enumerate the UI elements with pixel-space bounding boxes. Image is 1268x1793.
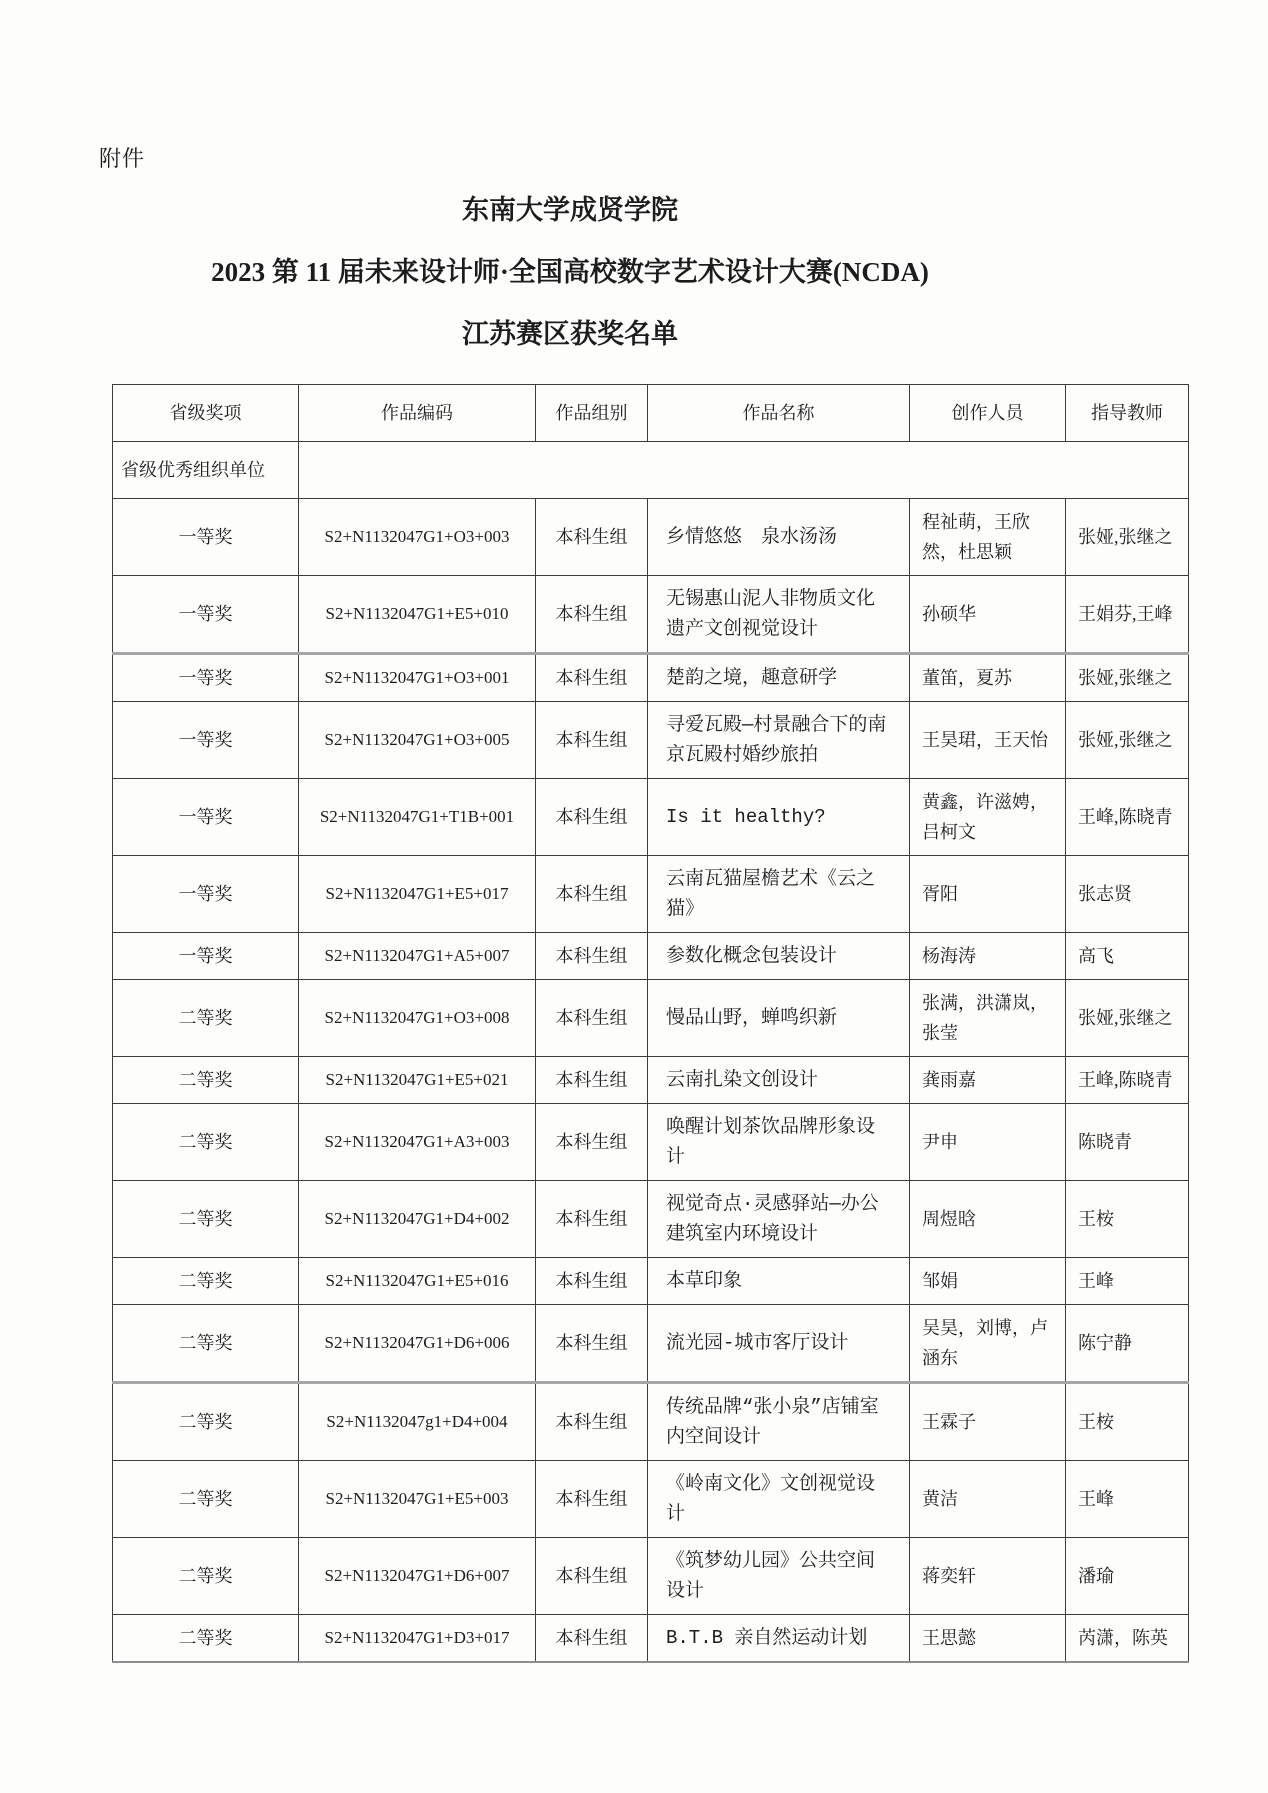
title-cell: B.T.B 亲自然运动计划 [648,1615,910,1663]
table-row [113,654,1189,702]
creators-cell: 孙硕华 [910,576,1066,654]
table-body [113,442,1189,1663]
column-header: 作品编码 [299,385,536,442]
award-cell: 一等奖 [113,702,299,779]
creators-cell: 王昊珺，王天怡 [910,702,1066,779]
title-cell: 流光园-城市客厅设计 [648,1305,910,1383]
award-cell: 二等奖 [113,1305,299,1383]
advisors-cell: 王峰 [1066,1258,1189,1305]
code-cell: S2+N1132047G1+E5+017 [299,856,536,933]
table-row [113,856,1189,933]
group-cell: 本科生组 [536,933,648,980]
group-cell: 本科生组 [536,1461,648,1538]
table-row [113,779,1189,856]
group-cell: 本科生组 [536,856,648,933]
advisors-cell: 高飞 [1066,933,1189,980]
group-cell: 本科生组 [536,1383,648,1461]
award-cell: 一等奖 [113,576,299,654]
award-cell: 二等奖 [113,980,299,1057]
award-cell: 二等奖 [113,1258,299,1305]
advisors-cell: 王桉 [1066,1383,1189,1461]
code-cell: S2+N1132047G1+E5+021 [299,1057,536,1104]
group-cell: 本科生组 [536,654,648,702]
advisors-cell: 王峰,陈晓青 [1066,779,1189,856]
group-cell: 本科生组 [536,702,648,779]
column-header: 创作人员 [910,385,1066,442]
title-cell: 本草印象 [648,1258,910,1305]
advisors-cell: 王峰,陈晓青 [1066,1057,1189,1104]
table-row [113,499,1189,576]
table-row [113,1258,1189,1305]
group-cell: 本科生组 [536,779,648,856]
group-cell: 本科生组 [536,1615,648,1663]
table-row [113,576,1189,654]
title-cell: 传统品牌“张小泉”店铺室内空间设计 [648,1383,910,1461]
group-cell: 本科生组 [536,1305,648,1383]
creators-cell: 黄鑫，许滋娉，吕柯文 [910,779,1066,856]
code-cell: S2+N1132047G1+D6+006 [299,1305,536,1383]
table-row [113,1615,1189,1663]
award-cell: 二等奖 [113,1461,299,1538]
group-cell: 本科生组 [536,1104,648,1181]
group-cell: 本科生组 [536,1057,648,1104]
title-cell: 参数化概念包装设计 [648,933,910,980]
advisors-cell: 王娟芬,王峰 [1066,576,1189,654]
code-cell: S2+N1132047G1+E5+016 [299,1258,536,1305]
title-block [0,188,1140,374]
group-cell: 本科生组 [536,576,648,654]
advisors-cell: 王峰 [1066,1461,1189,1538]
table-row [113,1305,1189,1383]
title-cell: 云南扎染文创设计 [648,1057,910,1104]
group-cell: 本科生组 [536,980,648,1057]
advisors-cell: 张志贤 [1066,856,1189,933]
award-cell: 二等奖 [113,1383,299,1461]
creators-cell: 周煜晗 [910,1181,1066,1258]
code-cell: S2+N1132047G1+O3+005 [299,702,536,779]
advisors-cell: 张娅,张继之 [1066,980,1189,1057]
advisors-cell: 潘瑜 [1066,1538,1189,1615]
code-cell: S2+N1132047G1+O3+001 [299,654,536,702]
title-cell: 慢品山野，蝉鸣织新 [648,980,910,1057]
org-unit-row [113,442,1189,499]
title-cell: 唤醒计划茶饮品牌形象设计 [648,1104,910,1181]
code-cell: S2+N1132047G1+E5+003 [299,1461,536,1538]
title-cell: 《筑梦幼儿园》公共空间设计 [648,1538,910,1615]
column-header: 省级奖项 [113,385,299,442]
code-cell: S2+N1132047G1+A5+007 [299,933,536,980]
award-cell: 一等奖 [113,499,299,576]
award-cell: 一等奖 [113,856,299,933]
code-cell: S2+N1132047G1+O3+003 [299,499,536,576]
group-cell: 本科生组 [536,499,648,576]
creators-cell: 王思懿 [910,1615,1066,1663]
code-cell: S2+N1132047G1+D6+007 [299,1538,536,1615]
group-cell: 本科生组 [536,1181,648,1258]
table-row [113,980,1189,1057]
title-cell: 乡情悠悠 泉水汤汤 [648,499,910,576]
creators-cell: 尹申 [910,1104,1066,1181]
code-cell: S2+N1132047G1+A3+003 [299,1104,536,1181]
table-row [113,933,1189,980]
award-cell: 二等奖 [113,1615,299,1663]
advisors-cell: 王桉 [1066,1181,1189,1258]
group-cell: 本科生组 [536,1538,648,1615]
table-row [113,1057,1189,1104]
award-cell: 一等奖 [113,654,299,702]
creators-cell: 邹娟 [910,1258,1066,1305]
advisors-cell: 陈晓青 [1066,1104,1189,1181]
creators-cell: 董笛，夏苏 [910,654,1066,702]
code-cell: S2+N1132047g1+D4+004 [299,1383,536,1461]
advisors-cell: 张娅,张继之 [1066,702,1189,779]
table-row [113,1461,1189,1538]
table-row [113,702,1189,779]
creators-cell: 胥阳 [910,856,1066,933]
creators-cell: 张满，洪潇岚，张莹 [910,980,1066,1057]
org-unit-label-cell: 省级优秀组织单位 [113,442,299,499]
group-cell: 本科生组 [536,1258,648,1305]
code-cell: S2+N1132047G1+T1B+001 [299,779,536,856]
award-cell: 二等奖 [113,1538,299,1615]
award-table [112,384,1189,1663]
award-cell: 二等奖 [113,1181,299,1258]
title-cell: 楚韵之境，趣意研学 [648,654,910,702]
creators-cell: 王霖子 [910,1383,1066,1461]
table-row [113,1104,1189,1181]
award-cell: 一等奖 [113,933,299,980]
award-cell: 二等奖 [113,1057,299,1104]
advisors-cell: 芮潇，陈英 [1066,1615,1189,1663]
award-cell: 一等奖 [113,779,299,856]
table-row [113,1383,1189,1461]
code-cell: S2+N1132047G1+D4+002 [299,1181,536,1258]
org-unit-empty-cell [299,442,1189,499]
advisors-cell: 张娅,张继之 [1066,499,1189,576]
advisors-cell: 张娅,张继之 [1066,654,1189,702]
table-header-row [113,385,1189,442]
title-cell: 《岭南文化》文创视觉设计 [648,1461,910,1538]
advisors-cell: 陈宁静 [1066,1305,1189,1383]
creators-cell: 蒋奕轩 [910,1538,1066,1615]
title-cell: 无锡惠山泥人非物质文化遗产文创视觉设计 [648,576,910,654]
page-title-competition: 2023 第 11 届未来设计师·全国高校数字艺术设计大赛(NCDA) [211,257,929,287]
code-cell: S2+N1132047G1+D3+017 [299,1615,536,1663]
title-cell: 视觉奇点·灵感驿站—办公建筑室内环境设计 [648,1181,910,1258]
page-title-college: 东南大学成贤学院 [462,195,678,225]
code-cell: S2+N1132047G1+O3+008 [299,980,536,1057]
creators-cell: 杨海涛 [910,933,1066,980]
award-cell: 二等奖 [113,1104,299,1181]
page-title-award-list: 江苏赛区获奖名单 [462,319,678,349]
column-header: 作品名称 [648,385,910,442]
attachment-label: 附件 [99,146,146,171]
creators-cell: 吴昊，刘博，卢涵东 [910,1305,1066,1383]
title-cell: 云南瓦猫屋檐艺术《云之猫》 [648,856,910,933]
creators-cell: 黄洁 [910,1461,1066,1538]
creators-cell: 龚雨嘉 [910,1057,1066,1104]
creators-cell: 程祉萌，王欣然，杜思颖 [910,499,1066,576]
table-row [113,1538,1189,1615]
code-cell: S2+N1132047G1+E5+010 [299,576,536,654]
table-row [113,1181,1189,1258]
title-cell: Is it healthy? [648,779,910,856]
column-header: 作品组别 [536,385,648,442]
title-cell: 寻爱瓦殿—村景融合下的南京瓦殿村婚纱旅拍 [648,702,910,779]
column-header: 指导教师 [1066,385,1189,442]
